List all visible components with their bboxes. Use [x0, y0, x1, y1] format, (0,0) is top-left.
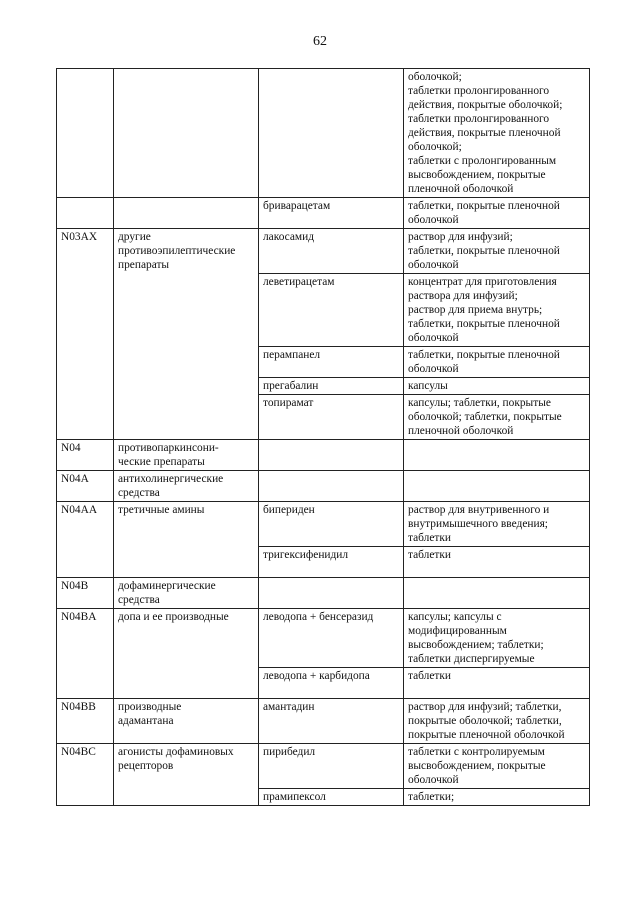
table-row — [57, 198, 590, 229]
dosage-form-cell-line: таблетки пролонгированного — [408, 85, 550, 97]
atc-code-cell: N04A — [57, 471, 114, 502]
dosage-form-cell-line: таблетки; — [408, 791, 455, 803]
table-row — [57, 609, 590, 668]
dosage-form-cell-line: оболочкой — [408, 259, 459, 271]
dosage-form-cell-line: таблетки с контролируемым — [408, 746, 545, 758]
dosage-form-cell — [404, 744, 590, 789]
dosage-form-cell-line: покрытые оболочкой; таблетки, — [408, 715, 562, 727]
dosage-form-cell-line: таблетки, покрытые пленочной — [408, 245, 560, 257]
drug-name-cell: бриварацетам — [259, 198, 404, 229]
drug-name-cell: топирамат — [259, 395, 404, 440]
dosage-form-cell-line: таблетки, покрытые пленочной — [408, 349, 560, 361]
dosage-form-cell-line: высвобождением, покрытые — [408, 169, 546, 181]
dosage-form-cell — [404, 502, 590, 547]
dosage-form-cell-line: высвобождением; таблетки; — [408, 639, 544, 651]
drug-group-cell-line: допа и ее производные — [118, 611, 229, 623]
dosage-form-cell-line: таблетки, покрытые пленочной — [408, 318, 560, 330]
dosage-form-cell-line: внутримышечного введения; — [408, 518, 548, 530]
dosage-form-cell-line: таблетки, покрытые пленочной — [408, 200, 560, 212]
dosage-form-cell-line: оболочкой — [408, 774, 459, 786]
dosage-form-cell-line: раствор для инфузий; таблетки, — [408, 701, 562, 713]
dosage-form-cell — [404, 547, 590, 578]
drug-group-cell-line: агонисты дофаминовых — [118, 746, 234, 758]
dosage-form-cell-line: таблетки пролонгированного — [408, 113, 550, 125]
drug-group-cell-line: противоэпилептические — [118, 245, 236, 257]
dosage-form-cell — [404, 440, 590, 471]
drug-group-cell-line: третичные амины — [118, 504, 205, 516]
table-row — [57, 578, 590, 609]
dosage-form-cell-line: высвобождением, покрытые — [408, 760, 546, 772]
drug-group-cell-line: средства — [118, 594, 160, 606]
dosage-form-cell-line: раствор для внутривенного и — [408, 504, 550, 516]
atc-code-cell: N04 — [57, 440, 114, 471]
atc-code-cell — [57, 69, 114, 198]
drug-group-cell-line: рецепторов — [118, 760, 174, 772]
drug-group-cell — [114, 502, 259, 578]
drug-name-cell: перампанел — [259, 347, 404, 378]
table-row — [57, 440, 590, 471]
drug-group-cell-line: ческие препараты — [118, 456, 205, 468]
drug-group-cell — [114, 198, 259, 229]
dosage-form-cell-line: оболочкой; — [408, 71, 462, 83]
drug-group-cell-line: адамантана — [118, 715, 174, 727]
dosage-form-cell-line: оболочкой — [408, 332, 459, 344]
drug-group-cell-line: производные — [118, 701, 182, 713]
dosage-form-cell-line: раствор для приема внутрь; — [408, 304, 543, 316]
drug-group-cell-line: дофаминергические — [118, 580, 216, 592]
atc-code-cell — [57, 198, 114, 229]
drug-name-cell: пирибедил — [259, 744, 404, 789]
table-row — [57, 744, 590, 789]
dosage-form-cell-line: оболочкой; — [408, 141, 462, 153]
dosage-form-cell-line: модифицированным — [408, 625, 507, 637]
dosage-form-cell — [404, 668, 590, 699]
drug-group-cell-line: противопаркинсони- — [118, 442, 219, 454]
drug-group-cell — [114, 699, 259, 744]
dosage-form-cell — [404, 471, 590, 502]
drug-name-cell: тригексифенидил — [259, 547, 404, 578]
dosage-form-cell — [404, 274, 590, 347]
table-row — [57, 471, 590, 502]
table-row — [57, 699, 590, 744]
drug-name-cell — [259, 578, 404, 609]
dosage-form-cell — [404, 69, 590, 198]
dosage-form-cell — [404, 789, 590, 806]
drug-table — [56, 68, 590, 806]
dosage-form-cell-line — [408, 562, 585, 576]
dosage-form-cell-line: таблетки диспергируемые — [408, 653, 535, 665]
dosage-form-cell — [404, 229, 590, 274]
dosage-form-cell-line — [408, 683, 585, 697]
dosage-form-cell-line: капсулы; таблетки, покрытые — [408, 397, 551, 409]
dosage-form-cell-line: раствора для инфузий; — [408, 290, 518, 302]
drug-group-cell-line: другие — [118, 231, 151, 243]
dosage-form-cell-line: таблетки — [408, 549, 452, 561]
drug-group-cell-line: препараты — [118, 259, 170, 271]
dosage-form-cell-line: пленочной оболочкой — [408, 425, 514, 437]
dosage-form-cell-line: раствор для инфузий; — [408, 231, 513, 243]
dosage-form-cell-line: покрытые пленочной оболочкой — [408, 729, 565, 741]
dosage-form-cell — [404, 378, 590, 395]
drug-group-cell — [114, 69, 259, 198]
drug-group-cell-line: антихолинергические — [118, 473, 224, 485]
drug-name-cell: леводопа + карбидопа — [259, 668, 404, 699]
dosage-form-cell-line: таблетки — [408, 532, 452, 544]
drug-name-cell: лакосамид — [259, 229, 404, 274]
drug-group-cell — [114, 744, 259, 806]
dosage-form-cell — [404, 347, 590, 378]
atc-code-cell: N04BA — [57, 609, 114, 699]
drug-name-cell: амантадин — [259, 699, 404, 744]
drug-name-cell: леветирацетам — [259, 274, 404, 347]
drug-group-cell-line: средства — [118, 487, 160, 499]
dosage-form-cell-line: капсулы — [408, 380, 448, 392]
dosage-form-cell — [404, 609, 590, 668]
dosage-form-cell-line: пленочной оболочкой — [408, 183, 514, 195]
drug-group-cell — [114, 578, 259, 609]
page-number: 62 — [313, 34, 327, 49]
dosage-form-cell-line: действия, покрытые пленочной — [408, 127, 561, 139]
dosage-form-cell — [404, 198, 590, 229]
dosage-form-cell-line: действия, покрытые оболочкой; — [408, 99, 563, 111]
table-row — [57, 69, 590, 198]
atc-code-cell: N04BC — [57, 744, 114, 806]
atc-code-cell: N03AX — [57, 229, 114, 440]
dosage-form-cell — [404, 699, 590, 744]
drug-name-cell: бипериден — [259, 502, 404, 547]
dosage-form-cell-line: таблетки — [408, 670, 452, 682]
dosage-form-cell — [404, 395, 590, 440]
atc-code-cell: N04BB — [57, 699, 114, 744]
table-body — [57, 69, 590, 806]
drug-group-cell — [114, 229, 259, 440]
drug-group-cell — [114, 440, 259, 471]
drug-name-cell — [259, 440, 404, 471]
drug-group-cell — [114, 609, 259, 699]
drug-name-cell: прегабалин — [259, 378, 404, 395]
dosage-form-cell — [404, 578, 590, 609]
table-row — [57, 502, 590, 547]
dosage-form-cell-line: оболочкой; таблетки, покрытые — [408, 411, 562, 423]
drug-name-cell — [259, 471, 404, 502]
dosage-form-cell-line: концентрат для приготовления — [408, 276, 557, 288]
drug-name-cell — [259, 69, 404, 198]
atc-code-cell: N04AA — [57, 502, 114, 578]
drug-group-cell — [114, 471, 259, 502]
dosage-form-cell-line: капсулы; капсулы с — [408, 611, 502, 623]
dosage-form-cell-line: таблетки с пролонгированным — [408, 155, 557, 167]
drug-name-cell: прамипексол — [259, 789, 404, 806]
drug-name-cell: леводопа + бенсеразид — [259, 609, 404, 668]
table-row — [57, 229, 590, 274]
dosage-form-cell-line: оболочкой — [408, 363, 459, 375]
dosage-form-cell-line: оболочкой — [408, 214, 459, 226]
atc-code-cell: N04B — [57, 578, 114, 609]
